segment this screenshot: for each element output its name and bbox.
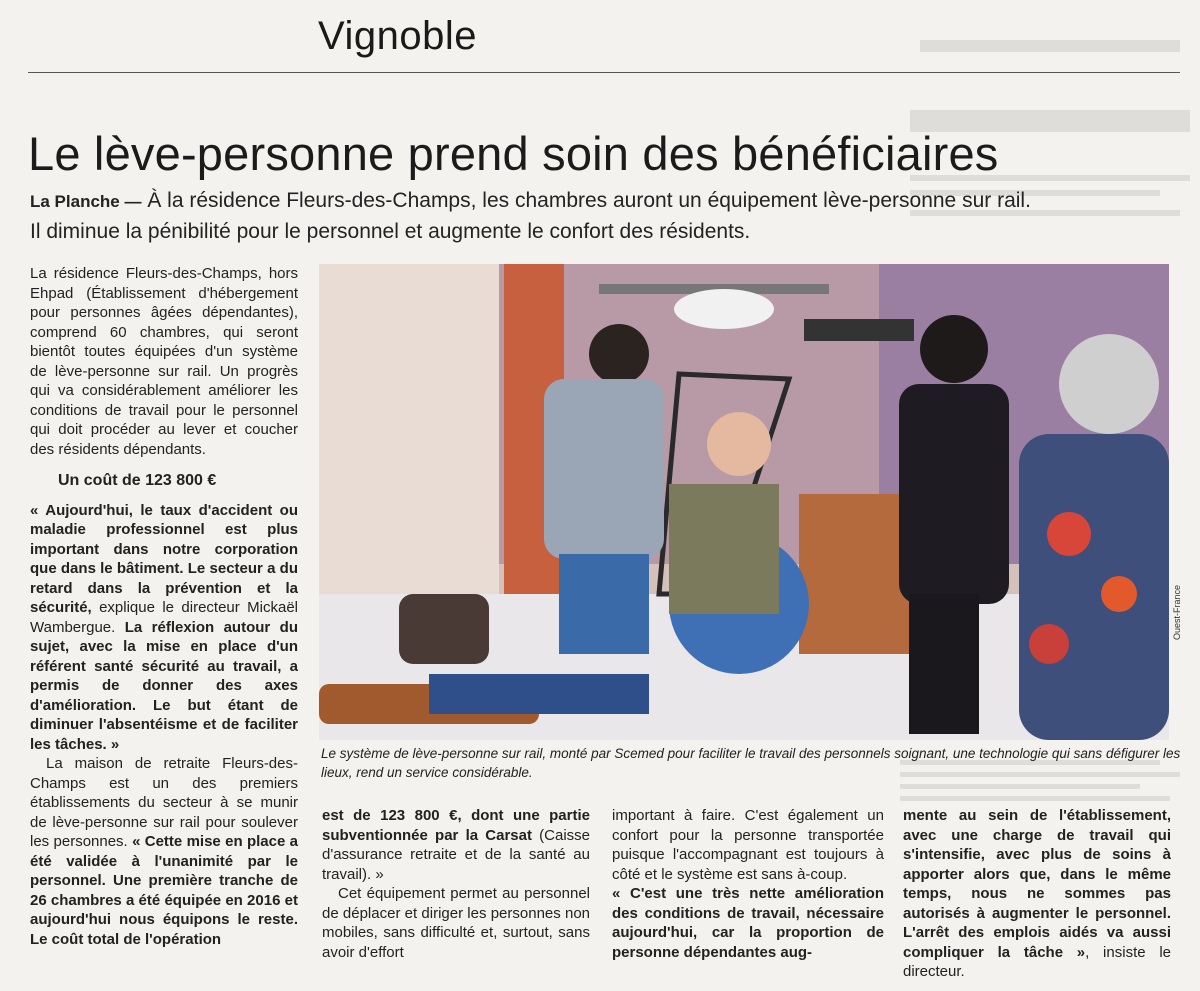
article-column-2	[322, 806, 590, 962]
photo-caption: Le système de lève-personne sur rail, monté par Scemed pour faciliter le travail des personnels soignant, une technologie qui sans défigurer les lieux, rend un service considérable.	[321, 746, 1181, 780]
paragraph-maison-bold: « Cette mise en place a été validée à l'unanimité par le personnel. Une première tranche de 26 chambres a été équipée en 2016 et aujourd'hui nous équipons le reste. Le coût total de l'opération	[30, 833, 298, 948]
paragraph-conclusion-bold: mente au sein de l'établissement, avec une charge de travail qui s'intensifie, avec plus de soins à apporter alors que, dans le même temps, nous ne sommes pas autorisés à augmenter le personnel. L'arrêt des emplois aidés va aussi compliquer la tâche »	[903, 807, 1171, 961]
article-column-4	[903, 806, 1171, 982]
article-photo	[319, 264, 1169, 740]
lede-text: À la résidence Fleurs-des-Champs, les chambres auront un équipement lève-personne sur rail. Il diminue la pénibilité pour le personnel et augmente le confort des résidents.	[30, 189, 1031, 243]
quote-attribution: explique le directeur Mickaël Wambergue.	[30, 599, 298, 636]
paragraph-equipment: Cet équipement permet au personnel de déplacer et diriger les personnes non mobiles, sans difficulté et, surtout, sans avoir d'effort	[322, 885, 590, 961]
paragraph-conclusion	[903, 806, 1171, 982]
quote-bold-b: La réflexion autour du sujet, avec la mise en place d'un référent santé sécurité au travail, a permis de donner des axes d'amélioration. Le but étant de diminuer l'absentéisme et de faciliter les tâches. »	[30, 618, 298, 753]
header-rule	[28, 72, 1180, 73]
paragraph-cost-bold: est de 123 800 €, dont une partie subventionnée par la Carsat	[322, 807, 590, 844]
subheading: Un coût de 123 800 €	[58, 472, 217, 489]
paragraph-comfort-plain: important à faire. C'est également un confort pour la personne transportée puisque l'accompagnant est toujours à côté et le système est sans à-coup.	[612, 807, 884, 883]
paragraph-cost-plain: (Caisse d'assurance retraite et de la santé au travail). »	[322, 826, 591, 883]
photo-illustration	[319, 264, 1169, 740]
article-column-1	[30, 264, 298, 949]
lede-place: La Planche —	[30, 192, 142, 211]
section-title: Vignoble	[318, 14, 477, 58]
paragraph-cost	[322, 806, 590, 884]
paragraph-conclusion-plain: , insiste le directeur.	[903, 943, 1171, 980]
paragraph-quote-director	[30, 501, 298, 755]
lede	[30, 186, 1040, 247]
headline: Le lève-personne prend soin des bénéficiaires	[28, 127, 999, 180]
paragraph-comfort-bold: « C'est une très nette amélioration des conditions de travail, nécessaire aujourd'hui, car la proportion de personne dépendantes aug-	[612, 885, 884, 961]
paragraph-comfort	[612, 806, 884, 962]
paragraph-maison	[30, 754, 298, 949]
paragraph-intro: La résidence Fleurs-des-Champs, hors Ehpad (Établissement d'hébergement pour personnes âgées dépendantes), comprend 60 chambres, qui seront bientôt toutes équipées d'un système de lève-personne sur rail. Un progrès qui va considérablement améliorer les conditions de travail pour le personnel qui doit procéder au lever et coucher des résidents dépendants.	[30, 265, 298, 458]
paragraph-maison-plain: La maison de retraite Fleurs-des-Champs est un des premiers établissements du secteur à se munir de lève-personne sur rail pour soulever les personnes.	[30, 755, 298, 850]
article-column-3	[612, 806, 884, 962]
photo-credit: Ouest-France	[1172, 584, 1182, 640]
quote-bold-a: « Aujourd'hui, le taux d'accident ou maladie professionnel est plus important dans notre corporation que dans le bâtiment. Le secteur a du retard dans la prévention et la sécurité,	[30, 501, 298, 616]
